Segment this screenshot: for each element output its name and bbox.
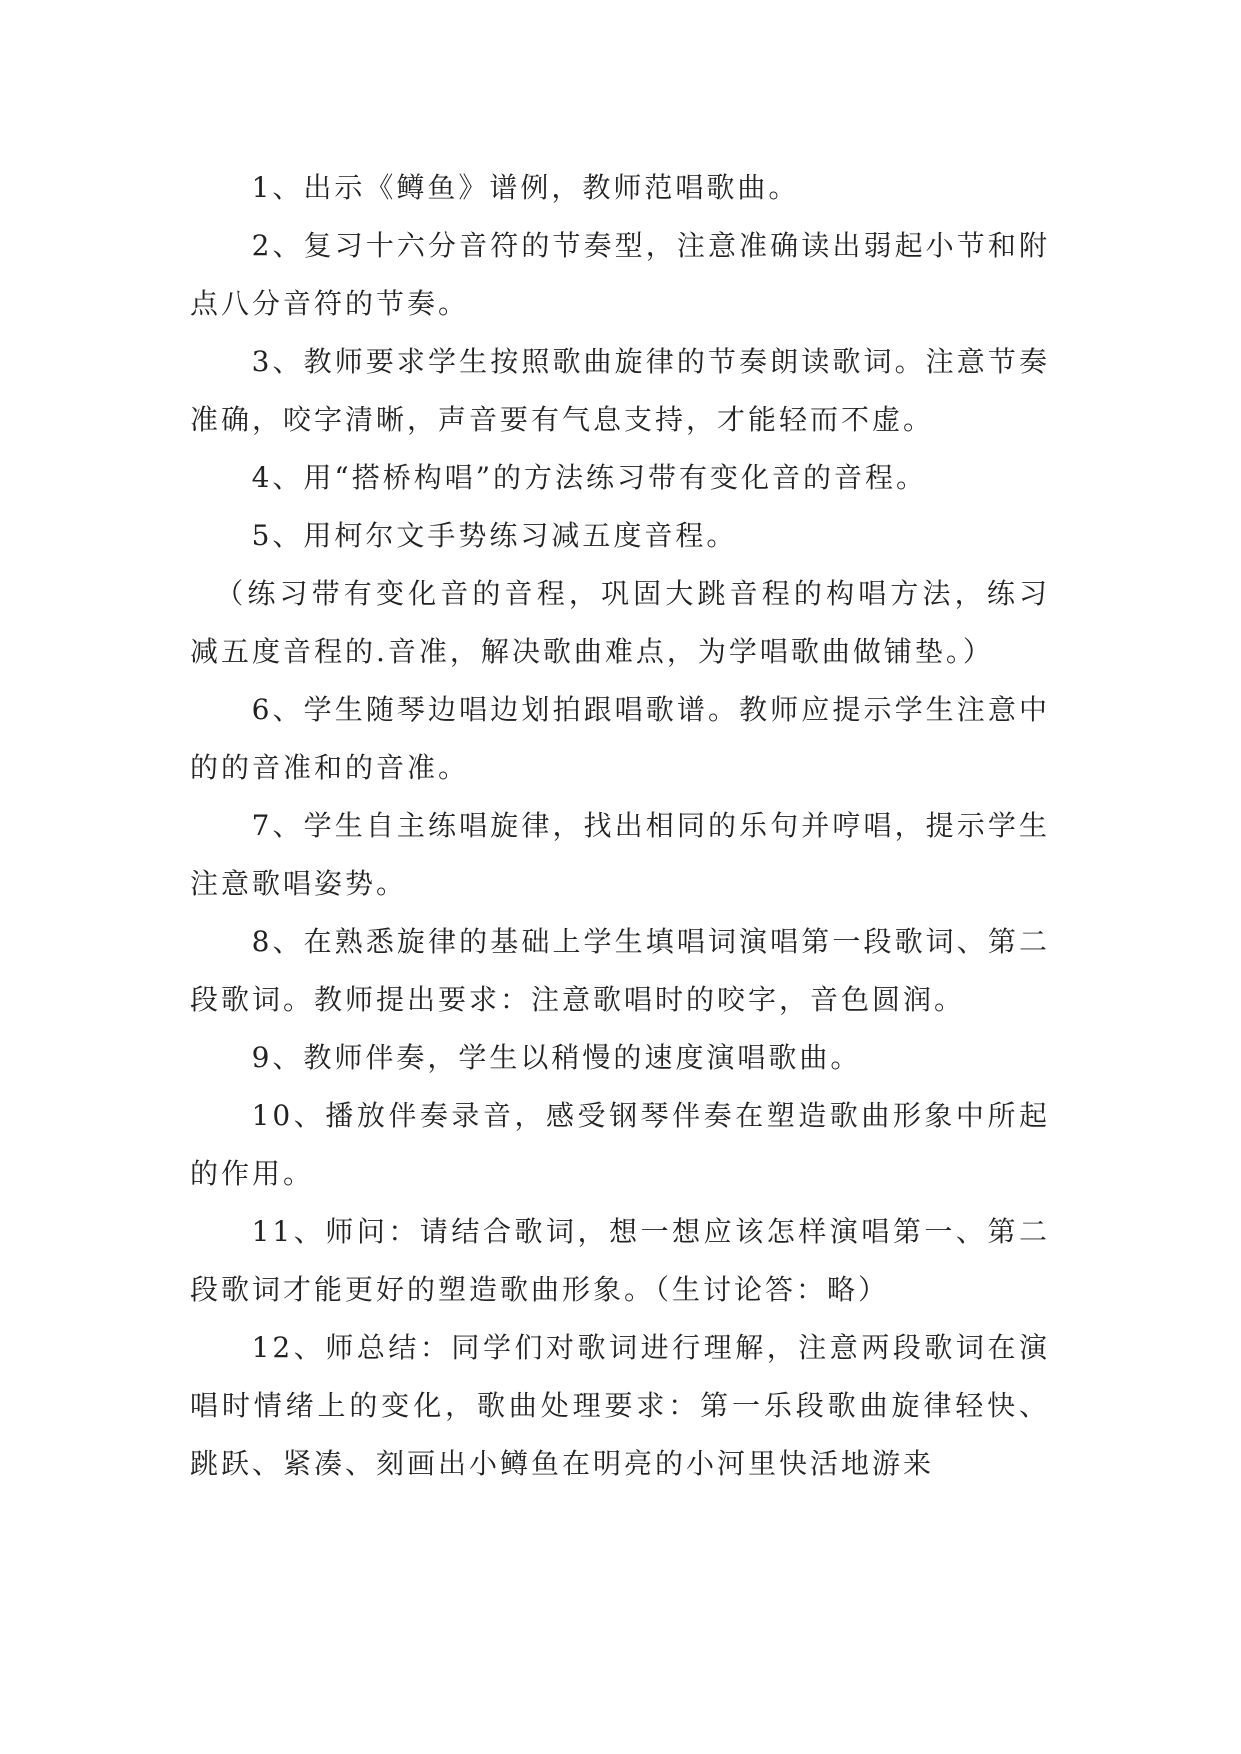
paragraph-step-12: 12、师总结：同学们对歌词进行理解，注意两段歌词在演唱时情绪上的变化，歌曲处理要求：第一乐段歌曲旋律轻快、跳跃、紧凑、刻画出小鳟鱼在明亮的小河里快活地游来 [190,1331,1050,1480]
paragraph-step-9: 9、教师伴奏，学生以稍慢的速度演唱歌曲。 [251,1041,862,1074]
paragraph-step-11: 11、师问：请结合歌词，想一想应该怎样演唱第一、第二段歌词才能更好的塑造歌曲形象。（生讨论答：略） [190,1215,1050,1306]
paragraph-step-3: 3、教师要求学生按照歌曲旋律的节奏朗读歌词。注意节奏准确，咬字清晰，声音要有气息支持，才能轻而不虚。 [190,345,1050,436]
paragraph-note: （练习带有变化音的音程，巩固大跳音程的构唱方法，练习减五度音程的.音准，解决歌曲难点，为学唱歌曲做铺垫。） [190,577,1050,668]
paragraph-step-8: 8、在熟悉旋律的基础上学生填唱词演唱第一段歌词、第二段歌词。教师提出要求：注意歌唱时的咬字，音色圆润。 [190,925,1050,1016]
paragraph-step-4: 4、用“搭桥构唱”的方法练习带有变化音的音程。 [251,461,928,494]
document-body [190,159,1050,1493]
paragraph-step-10: 10、播放伴奏录音，感受钢琴伴奏在塑造歌曲形象中所起的作用。 [190,1099,1050,1190]
paragraph-step-1: 1、出示《鳟鱼》谱例，教师范唱歌曲。 [251,171,800,204]
paragraph-step-6: 6、学生随琴边唱边划拍跟唱歌谱。教师应提示学生注意中的的音准和的音准。 [190,693,1050,784]
paragraph-step-2: 2、复习十六分音符的节奏型，注意准确读出弱起小节和附点八分音符的节奏。 [190,229,1050,320]
paragraph-step-5: 5、用柯尔文手势练习减五度音程。 [251,519,738,552]
paragraph-step-7: 7、学生自主练唱旋律，找出相同的乐句并哼唱，提示学生注意歌唱姿势。 [190,809,1050,900]
